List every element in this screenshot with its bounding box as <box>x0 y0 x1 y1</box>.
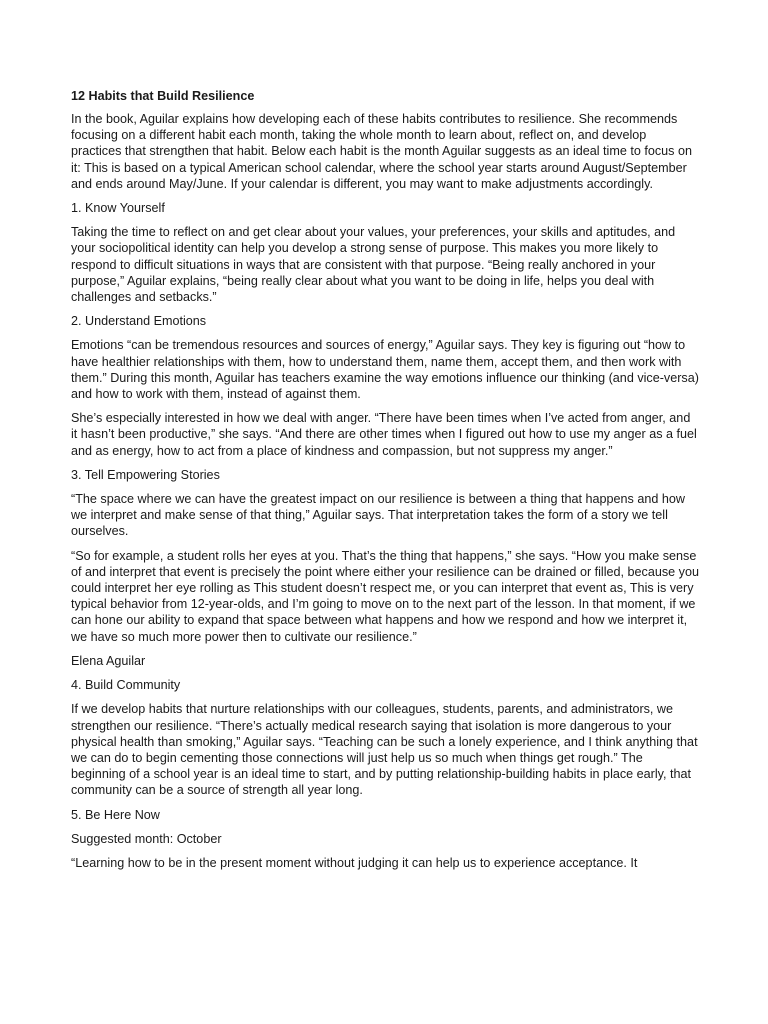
habit-3-heading: 3. Tell Empowering Stories <box>71 467 220 482</box>
article <box>71 88 699 879</box>
habit-1-heading: 1. Know Yourself <box>71 201 165 216</box>
article-title: 12 Habits that Build Resilience <box>71 89 255 103</box>
image-caption: Elena Aguilar <box>71 653 146 668</box>
habit-4-heading: 4. Build Community <box>71 678 181 693</box>
habit-5-suggested-month: Suggested month: October <box>71 831 222 846</box>
habit-2-paragraph-1: Emotions “can be tremendous resources and sources of energy,” Aguilar says. They key is figuring out “how to have healthier relationships with them, how to understand them, name them, accept them, and then work with them.” During this month, Aguilar has teachers examine the way emotions influence our thinking (and vice-versa) and how to work with them, instead of against them. <box>71 338 699 402</box>
habit-4-paragraph: If we develop habits that nurture relationships with our colleagues, students, parents, and administrators, we strengthen our resilience. “There’s actually medical research saying that isolation is more dangerous to your physical health than smoking,” Aguilar says. “Teaching can be such a lonely experience, and I think anything that we can do to begin cementing those connections will just help us so much when things get rough.” The beginning of a school year is an ideal time to start, and by putting relationship-building habits in place early, that community can be a source of strength all year long. <box>71 702 698 798</box>
habit-3-paragraph-1: “The space where we can have the greatest impact on our resilience is between a thing that happens and how we interpret and make sense of that thing,” Aguilar says. That interpretation takes the form of a story we tell ourselves. <box>71 492 685 539</box>
habit-5-paragraph: “Learning how to be in the present moment without judging it can help us to experience acceptance. It <box>71 855 638 870</box>
habit-2-paragraph-2: She’s especially interested in how we deal with anger. “There have been times when I’ve acted from anger, and it hasn’t been productive,” she says. “And there are other times when I figured out how to use my anger as a fuel and as energy, how to act from a place of kindness and compassion, but not suppress my anger.” <box>71 411 697 458</box>
habit-1-paragraph: Taking the time to reflect on and get clear about your values, your preferences, your skills and aptitudes, and your sociopolitical identity can help you develop a strong sense of purpose. This makes you more likely to respond to difficult situations in ways that are consistent with that purpose. “Being really anchored in your purpose,” Aguilar explains, “being really clear about what you want to be doing in life, helps you deal with challenges and setbacks.” <box>71 225 676 305</box>
habit-2-heading: 2. Understand Emotions <box>71 314 207 329</box>
intro-paragraph: In the book, Aguilar explains how developing each of these habits contributes to resilience. She recommends focusing on a different habit each month, taking the whole month to learn about, reflect on, and develop practices that strengthen that habit. Below each habit is the month Aguilar suggests as an ideal time to focus on it: This is based on a typical American school calendar, where the school year starts around August/September and ends around May/June. If your calendar is different, you may want to make adjustments accordingly. <box>71 112 692 191</box>
habit-3-paragraph-2: “So for example, a student rolls her eyes at you. That’s the thing that happens,” she says. “How you make sense of and interpret that event is precisely the point where either your resilience can be drained or filled, because you could interpret her eye rolling as This student doesn’t respect me, or you can interpret that event as, This is very typical behavior from 12-year-olds, and I’m going to move on to the next part of the lesson. In that moment, if we can hone our ability to expand that space between what happens and how we respond and how we interpret it, we have so much more power then to cultivate our resilience.” <box>71 548 699 644</box>
habit-5-heading: 5. Be Here Now <box>71 807 160 822</box>
